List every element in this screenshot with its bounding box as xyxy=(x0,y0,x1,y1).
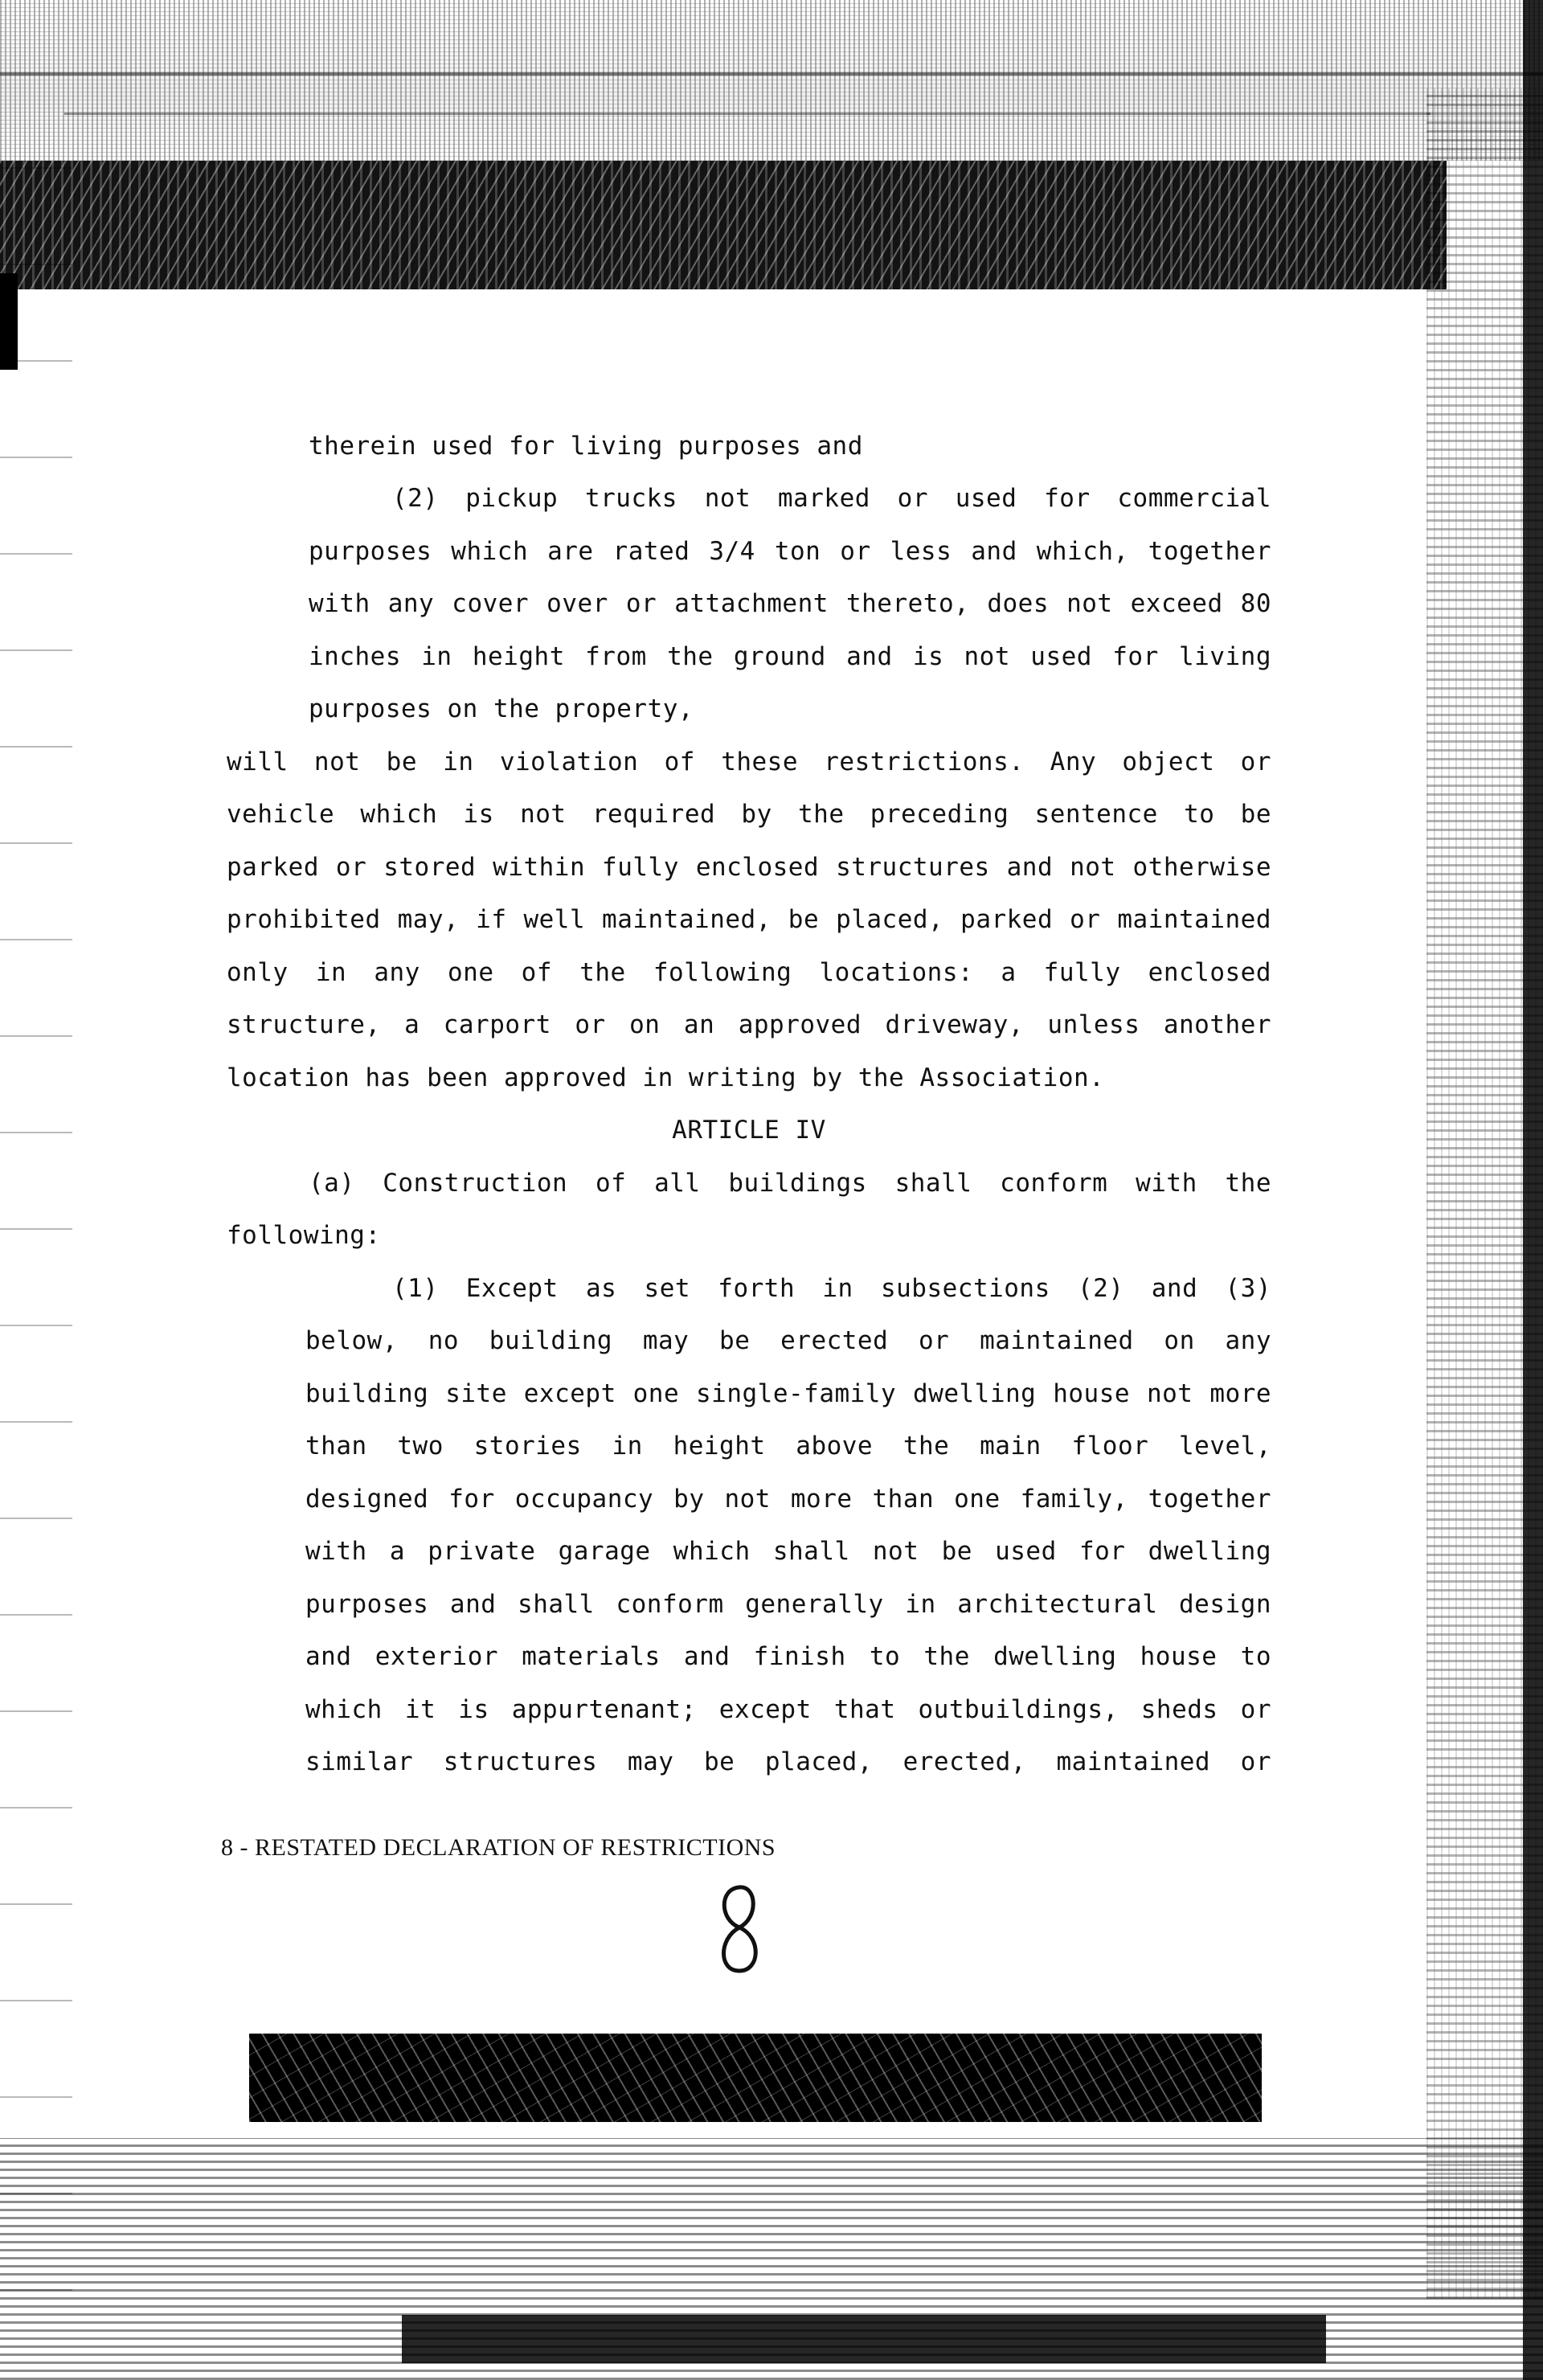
scan-dark-block xyxy=(402,2315,1326,2363)
text-line: purposes and shall conform generally in architectural design xyxy=(305,1590,1271,1619)
scan-dark-band-bottom xyxy=(249,2034,1262,2122)
text-line: prohibited may, if well maintained, be placed, parked or maintained xyxy=(227,905,1271,934)
text-line: similar structures may be placed, erected, maintained or xyxy=(305,1747,1271,1776)
text-line: (2) pickup trucks not marked or used for commercial xyxy=(392,484,1271,513)
text-line: location has been approved in writing by the Association. xyxy=(227,1063,1105,1092)
scan-noise-top xyxy=(0,0,1543,161)
text-line: designed for occupancy by not more than one family, together xyxy=(305,1485,1271,1514)
scan-dark-band-top xyxy=(0,161,1447,289)
text-line: building site except one single-family dwelling house not more xyxy=(305,1379,1271,1408)
scan-mark xyxy=(0,273,18,370)
text-line: following: xyxy=(227,1221,381,1250)
scan-marks-left xyxy=(0,161,72,2291)
scan-rule xyxy=(64,113,1430,115)
text-line: therein used for living purposes and xyxy=(309,432,863,461)
text-line: parked or stored within fully enclosed structures and not otherwise xyxy=(227,853,1271,882)
text-line: with a private garage which shall not be used for dwelling xyxy=(305,1537,1271,1566)
text-line: purposes which are rated 3/4 ton or less and which, together xyxy=(309,537,1271,566)
scan-rule xyxy=(0,72,1543,76)
text-line: inches in height from the ground and is not used for living xyxy=(309,642,1271,671)
text-line: only in any one of the following locations: a fully enclosed xyxy=(227,958,1271,987)
text-line: below, no building may be erected or maintained on any xyxy=(305,1326,1271,1355)
handwritten-page-number xyxy=(707,1881,772,1977)
text-line: which it is appurtenant; except that outbuildings, sheds or xyxy=(305,1695,1271,1724)
text-line: than two stories in height above the main floor level, xyxy=(305,1432,1271,1460)
text-line: and exterior materials and finish to the dwelling house to xyxy=(305,1642,1271,1671)
text-line: (1) Except as set forth in subsections (2) and (3) xyxy=(392,1274,1271,1303)
article-heading: ARTICLE IV xyxy=(672,1116,826,1145)
scan-edge-strip xyxy=(1523,0,1543,2380)
text-line: with any cover over or attachment thereto, does not exceed 80 xyxy=(309,589,1271,618)
text-line: (a) Construction of all buildings shall conform with the xyxy=(309,1169,1271,1198)
text-line: structure, a carport or on an approved driveway, unless another xyxy=(227,1010,1271,1039)
text-line: will not be in violation of these restrictions. Any object or xyxy=(227,748,1271,776)
text-line: purposes on the property, xyxy=(309,694,694,723)
page-footer: 8 - RESTATED DECLARATION OF RESTRICTIONS xyxy=(221,1834,776,1861)
text-line: vehicle which is not required by the preceding sentence to be xyxy=(227,800,1271,829)
